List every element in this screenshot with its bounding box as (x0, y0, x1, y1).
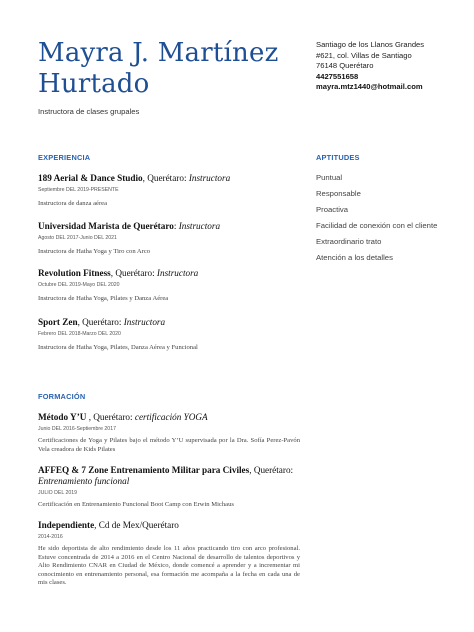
entry-org: Independiente (38, 520, 95, 530)
address-line-2: #621, col. Villas de Santiago (316, 50, 412, 60)
address-line-3: 76148 Querétaro (316, 61, 374, 70)
entry-org: Sport Zen (38, 317, 78, 327)
entry-role: Entrenamiento funcional (38, 476, 130, 486)
entry-place: , Querétaro: (77, 317, 124, 327)
education-entry (38, 520, 300, 588)
skill-item: Atención a los detalles (316, 253, 393, 262)
entry-org: AFFEQ & 7 Zone Entrenamiento Militar para Civiles (38, 465, 250, 475)
entry-place: : (173, 221, 179, 231)
education-entry (38, 465, 300, 510)
entry-role: Instructora (123, 317, 166, 327)
entry-date: JULIO DEL 2019 (38, 490, 78, 496)
entry-place: , Querétaro: (110, 268, 157, 278)
contact-block (316, 40, 424, 93)
experience-entry (38, 173, 303, 209)
candidate-name: Mayra J. Martínez Hurtado (38, 38, 279, 99)
experience-entry (38, 221, 303, 257)
entry-place: , Querétaro: (88, 412, 135, 422)
entry-place: , Querétaro: (249, 465, 294, 475)
entry-org: Revolution Fitness (38, 268, 111, 278)
entry-description: Instructora de danza aérea (38, 200, 108, 207)
entry-description: Certificación en Entrenamiento Funcional Boot Camp con Erwin Michaus (38, 501, 234, 508)
experience-entry (38, 317, 303, 353)
address-line-1: Santiago de los Llanos Grandes (316, 40, 425, 49)
entry-place: , Querétaro: (142, 173, 189, 183)
entry-role: Instructora (156, 268, 199, 278)
entry-org: 189 Aerial & Dance Studio (38, 173, 143, 183)
education-entry (38, 412, 300, 454)
entry-date: Septiembre DEL 2019-PRESENTE (38, 187, 119, 193)
skill-item: Puntual (316, 173, 343, 182)
skill-item: Proactiva (316, 205, 349, 214)
phone-number: 4427551658 (316, 71, 359, 81)
entry-description: Instructora de Hatha Yoga, Pilates, Danza Aérea y Funcional (38, 344, 198, 351)
entry-role: Instructora (178, 221, 221, 231)
entry-role: certificación YOGA (134, 412, 208, 422)
skills-list (316, 173, 456, 269)
skill-item: Extraordinario trato (316, 237, 382, 246)
education-heading: FORMACIÓN (38, 392, 86, 401)
skill-item: Facilidad de conexión con el cliente (316, 221, 438, 230)
entry-description: Instructora de Hatha Yoga y Tiro con Arco (38, 248, 151, 255)
entry-description: He sido deportista de alto rendimiento desde los 11 años practicando tiro con arco profesional. Estuve concentrada de 2014 a 2016 en el Centro Nacional de desarrollo de talentos deportivos y Alto Rendimiento CNAR en Ciudad de México, donde comencé a aprender y a incrementar mi conocimiento en entrenamiento personal, esa formación me acompaña a la fecha en cada una de mis clases. (38, 545, 300, 587)
entry-date: Agosto DEL 2017-Junio DEL 2021 (38, 235, 117, 241)
experience-heading: EXPERIENCIA (38, 153, 91, 162)
entry-date: Junio DEL 2016-Septiembre 2017 (38, 426, 116, 432)
job-title: Instructora de clases grupales (38, 107, 140, 116)
entry-place: , Cd de Mex/Querétaro (94, 520, 179, 530)
entry-date: Octubre DEL 2019-Mayo DEL 2020 (38, 282, 120, 288)
entry-org: Universidad Marista de Querétaro (38, 221, 174, 231)
entry-date: 2014-2016 (38, 534, 63, 540)
skill-item: Responsable (316, 189, 361, 198)
entry-description: Certificaciones de Yoga y Pilates bajo el método Y’U supervisada por la Dra. Sofía Perez-Pavón Vela creadora de Kids Pilates (38, 437, 300, 453)
email-address: mayra.mtz1440@hotmail.com (316, 82, 423, 91)
entry-role: Instructora (188, 173, 231, 183)
entry-description: Instructora de Hatha Yoga, Pilates y Danza Aérea (38, 295, 169, 302)
experience-entry (38, 268, 303, 304)
entry-date: Febrero DEL 2018-Marzo DEL 2020 (38, 331, 121, 337)
entry-org: Método Y’U (38, 412, 89, 422)
skills-heading: APTITUDES (316, 153, 360, 162)
